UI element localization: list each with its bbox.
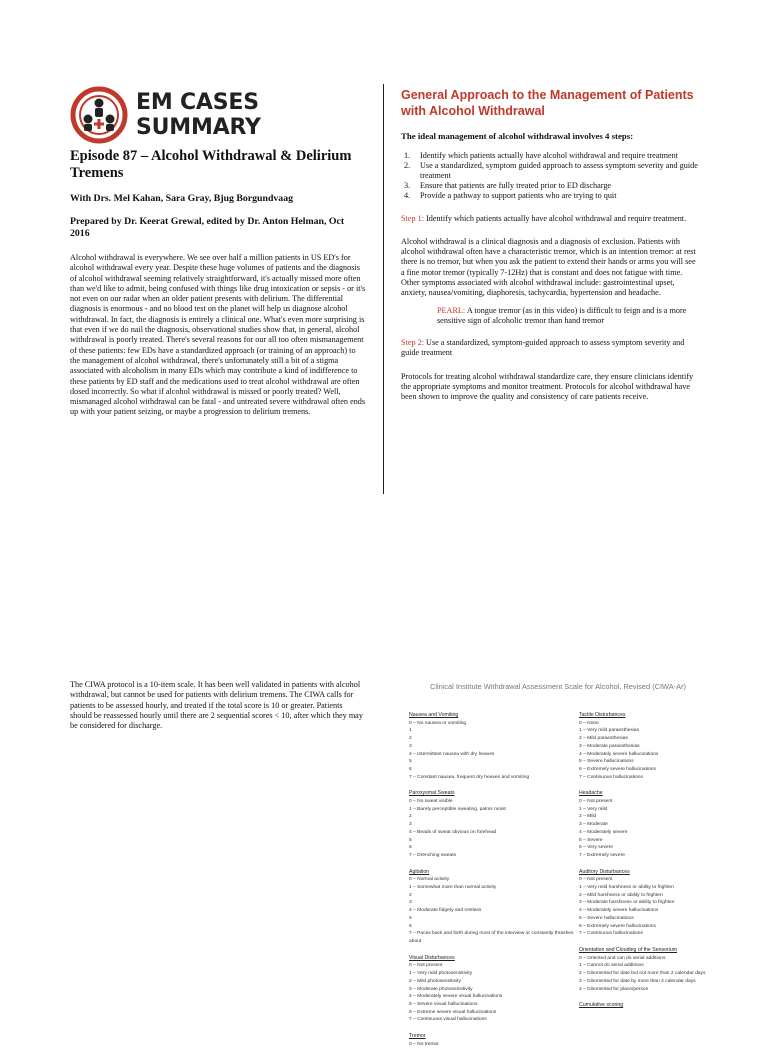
guests-line: With Drs. Mel Kahan, Sara Gray, Bjug Borgundvaag [70, 193, 293, 204]
ciwa-item: 4 – Moderately severe hallucinations [579, 908, 659, 914]
step-number: 2. [404, 160, 411, 170]
ciwa-item: 7 – Extremely severe [579, 852, 625, 858]
step-2-text: Use a standardized, symptom-guided approach to assess symptom severity and guide treatment [401, 338, 685, 358]
ciwa-item: 7 – Constant nausea, frequent dry heaves and vomiting [409, 774, 530, 780]
ciwa-item: 4 – Beads of sweat obvious on forehead [409, 829, 497, 835]
ciwa-item: 1 [409, 728, 412, 734]
em-cases-logo [70, 86, 370, 144]
logo-text: EM CASES SUMMARY [136, 90, 261, 140]
ciwa-item: 3 [409, 822, 412, 828]
ciwa-item: 1 – Very mild photosensitivity [409, 971, 473, 977]
ciwa-item: 1 – Cannot do serial additions [579, 963, 644, 969]
step-1-heading [401, 214, 701, 224]
ciwa-item: 0 – No tremor [409, 1041, 439, 1047]
ciwa-item: 2 – Mild [579, 814, 597, 820]
ciwa-item: 3 – Moderate harshness or ability to frighten [579, 900, 675, 906]
step-text: Use a standardized, symptom guided approach to assess symptom severity and guide treatment [420, 160, 698, 180]
steps-intro: The ideal management of alcohol withdrawal involves 4 steps: [401, 131, 634, 141]
ciwa-item: 4 – Moderate fidgety and restless [409, 908, 482, 914]
ciwa-group-title: Cumulative scoring [579, 1002, 624, 1009]
ciwa-item: 3 [409, 900, 412, 906]
step-number: 4. [404, 190, 411, 200]
ciwa-item: 7 – Continuous hallucinations [579, 774, 643, 780]
ciwa-item: 2 – Mild harshness or ability to frighten [579, 892, 663, 898]
ciwa-item: 2 [409, 814, 412, 820]
ciwa-group-title: Orientation and Clouding of the Sensorium [579, 946, 678, 953]
ciwa-group [579, 869, 729, 938]
protocols-paragraph: Protocols for treating alcohol withdrawal standardize care, they ensure clinicians identify the appropriate symptoms and monitor treatment. Protocols for alcohol withdrawal have been shown to improve the quality and consistency of care patients receive. [401, 371, 694, 402]
ciwa-item: 2 – Mild paraesthesias [579, 736, 628, 742]
ciwa-item: 7 – Paces back and forth during most of the interview or constantly thrashes about [409, 931, 574, 944]
ciwa-item: 0 – None [579, 720, 599, 726]
ciwa-item: 4 – Moderately severe [579, 829, 628, 835]
ciwa-item: 0 – Not present [409, 963, 443, 969]
ciwa-item: 3 – Moderate photosensitivity [409, 986, 473, 992]
steps-list [401, 151, 701, 201]
step-number: 3. [404, 180, 411, 190]
ciwa-item: 6 [409, 845, 412, 851]
ciwa-item: 6 – Extremely severe hallucinations [579, 923, 656, 929]
ciwa-item: 4 – Intermittent nausea with dry heaves [409, 751, 495, 757]
ciwa-group [579, 790, 729, 859]
ciwa-item: 7 – Drenching sweats [409, 852, 457, 858]
step-text: Provide a pathway to support patients who are trying to quit [420, 190, 617, 200]
ciwa-item: 3 – Moderate paraesthesias [579, 743, 640, 749]
ciwa-scale-columns [409, 712, 729, 1057]
ciwa-item: 0 – Oriented and can do serial additions [579, 955, 666, 961]
pearl-callout [437, 306, 701, 327]
ciwa-group [409, 712, 579, 781]
ciwa-item: 4 – Moderately severe hallucinations [579, 751, 659, 757]
ciwa-item: 5 [409, 915, 412, 921]
ciwa-item: 5 – Severe visual hallucinations [409, 1001, 478, 1007]
ciwa-group [409, 955, 579, 1024]
right-column [401, 88, 701, 402]
intro-paragraph: Alcohol withdrawal is everywhere. We see over half a million patients in US ED's for alcohol withdrawal every year. Despite these huge volumes of patients and the diagnosis of alcohol withdrawal seeming relatively straightforward, it's actually missed more often than we'd like to admit, being confused with things like drug intoxication or sepsis - or it's not even on our radar when an older patient presents with delirium. The differential diagnosis is enormous - and no blood test on the planet will help us diagnose alcohol withdrawal. In fact, the diagnosis is entirely a clinical one. What's even more surprising is that even if we do nail the diagnosis, observational studies show that, in general, alcohol withdrawal is poorly treated. There's several reasons for our all too often mismanagement of these patients: few EDs have a standardized approach (or training of an approach) to the management of alcohol withdrawal, there's unfortunately still a bit of a stigma associated with alcoholism in many EDs which may contribute a kind of indifference to these patients by ED staff and the medications used to treat alcohol withdrawal are often dosed incorrectly. So what if alcohol withdrawal is missed or poorly treated? Well, mismanaged alcohol withdrawal can be fatal - and untreated severe withdrawal often ends up with your patient seizing, or maybe a progression to delirium tremens. [70, 253, 366, 417]
ciwa-item: 7 – Continuous hallucinations [579, 931, 643, 937]
step-1-label: Step 1: [401, 213, 424, 223]
step-item [401, 181, 701, 191]
ciwa-group-title: Tactile Disturbances [579, 712, 626, 718]
step-item [401, 151, 701, 161]
ciwa-group [579, 947, 729, 993]
section-heading: General Approach to the Management of Patients with Alcohol Withdrawal [401, 88, 694, 118]
ciwa-item: 5 – Severe hallucinations [579, 759, 634, 765]
ciwa-item: 5 – Severe [579, 837, 603, 843]
ciwa-item: 0 – Not present [579, 799, 613, 805]
ciwa-item: 0 – No sweat visible [409, 799, 453, 805]
ciwa-item: 6 [409, 923, 412, 929]
ciwa-item: 6 – Very severe [579, 845, 613, 851]
ciwa-group [409, 869, 579, 946]
ciwa-item: 2 – Disoriented for date but not more than 2 calendar days [579, 971, 706, 977]
diagnosis-paragraph: Alcohol withdrawal is a clinical diagnosis and a diagnosis of exclusion. Patients with alcohol withdrawal often have a characteristic tremor, which is an intention tremor: at rest there is no tremor, but when you ask the patient to extend their hands or arms you will see a fine motor tremor (typically 7-12Hz) that is constant and does not fatigue with time. Other symptoms associated with alcohol withdrawal include: gastrointestinal upset, anxiety, nausea/vomiting, diaphoresis, tachycardia, hypertension and headache. [401, 236, 696, 298]
step-item [401, 191, 701, 201]
ciwa-item: 2 – Mild photosensitivity [409, 978, 461, 984]
ciwa-group-title: Auditory Disturbances [579, 868, 630, 875]
ciwa-group [579, 712, 729, 781]
ciwa-left-column [409, 712, 579, 1057]
column-divider [383, 84, 384, 494]
ciwa-item: 1 – Very mild [579, 806, 608, 812]
ciwa-item: 1 – Barely perceptible sweating, palms moist [409, 806, 506, 812]
ciwa-item: 1 – Very mild harshness or ability to frighten [579, 885, 674, 891]
pearl-text: A tongue tremor (as in this video) is difficult to feign and is a more sensitive sign of alcoholic tremor than hand tremor [437, 305, 687, 325]
ciwa-group-title: Paroxysmal Sweats [409, 790, 455, 797]
step-2-label: Step 2: [401, 338, 424, 348]
step-2-heading [401, 338, 701, 358]
ciwa-item: 3 – Moderate [579, 822, 608, 828]
ciwa-item: 1 – Somewhat more than normal activity [409, 885, 497, 891]
ciwa-item: 2 [409, 892, 412, 898]
ciwa-item: 6 [409, 766, 412, 772]
ciwa-item: 5 [409, 837, 412, 843]
step-number: 1. [404, 151, 411, 160]
ciwa-item: 5 [409, 759, 412, 765]
ciwa-item: 2 [409, 736, 412, 742]
ciwa-group [409, 1033, 579, 1048]
ciwa-item: 3 – Disoriented for date by more than 2 calendar days [579, 978, 696, 984]
ciwa-item: 7 – Continuous visual hallucinations [409, 1017, 487, 1023]
step-1-text: Identify which patients actually have alcohol withdrawal and require treatment. [423, 213, 687, 223]
ciwa-scale-figure [390, 676, 726, 1047]
ciwa-item: 5 – Severe hallucinations [579, 915, 634, 921]
ciwa-item: 6 – Extreme severe visual hallucinations [409, 1009, 497, 1015]
ciwa-right-column [579, 712, 729, 1057]
ciwa-group-title: Nausea and Vomiting [409, 712, 459, 718]
ciwa-group-title: Tremor [409, 1033, 426, 1040]
ciwa-scale-title: Clinical Institute Withdrawal Assessment Scale for Alcohol, Revised (CIWA-Ar) [429, 682, 687, 691]
step-text: Identify which patients actually have alcohol withdrawal and require treatment [420, 151, 679, 160]
pearl-label: PEARL: [437, 305, 466, 315]
ciwa-item: 0 – No nausea or vomiting [409, 720, 467, 726]
ciwa-item: 0 – Not present [579, 877, 613, 883]
ciwa-item: 4 – Disoriented for place/person [579, 986, 649, 992]
ciwa-item: 3 [409, 743, 412, 749]
step-item [401, 161, 701, 181]
prepared-by-line: Prepared by Dr. Keerat Grewal, edited by Dr. Anton Helman, Oct 2016 [70, 216, 345, 239]
ciwa-item: 0 – Normal activity [409, 877, 450, 883]
ciwa-group [579, 1002, 729, 1010]
ciwa-group [409, 790, 579, 859]
ciwa-paragraph: The CIWA protocol is a 10-item scale. It has been well validated in patients with alcohol withdrawal, but cannot be used for patients with delirium tremens. The CIWA calls for patients to be assessed hourly, and treated if the total score is 10 or greater. Patients should be reassessed hourly until there are 2 sequential scores < 10, after which they may be considered for discharge. [70, 680, 363, 731]
ciwa-item: 4 – Moderately severe visual hallucinations [409, 994, 503, 1000]
ciwa-group-title: Visual Disturbances [409, 954, 455, 961]
left-column [70, 148, 366, 418]
em-cases-logo-icon [70, 86, 128, 144]
episode-title: Episode 87 – Alcohol Withdrawal & Delirium Tremens [70, 148, 352, 181]
ciwa-group-title: Headache [579, 790, 603, 797]
step-text: Ensure that patients are fully treated prior to ED discharge [420, 180, 612, 190]
ciwa-group-title: Agitation [409, 868, 430, 875]
ciwa-item: 6 – Extremely severe hallucinations [579, 766, 656, 772]
ciwa-item: 1 – Very mild paraesthesias [579, 728, 640, 734]
